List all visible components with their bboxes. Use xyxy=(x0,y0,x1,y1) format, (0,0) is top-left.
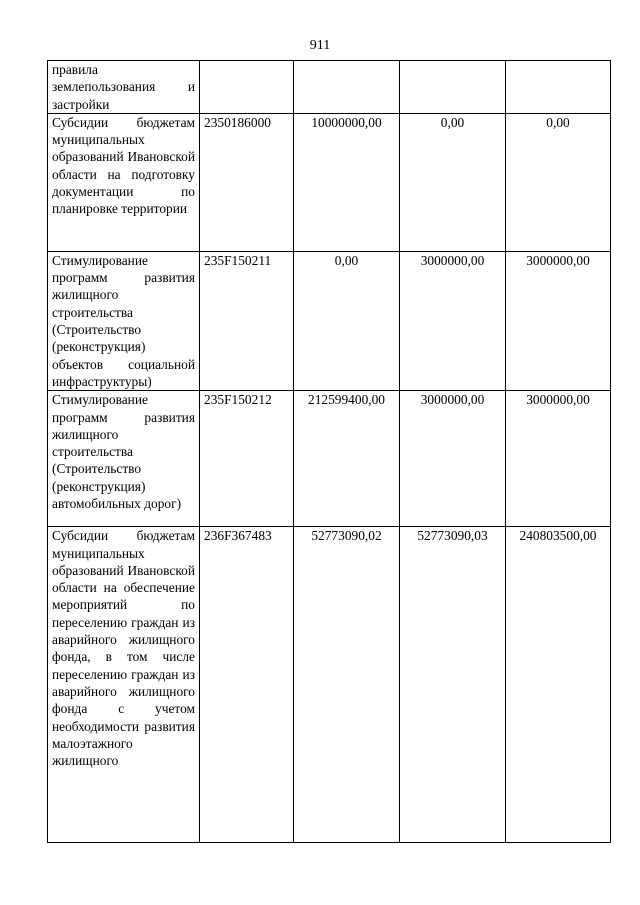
row-value-1-cell: 10000000,00 xyxy=(294,113,400,251)
row-name-cell: Субсидии бюджетам муниципальных образований Ивановской области на обеспечение мероприятий по переселению граждан из аварийного жилищного фонда, в том числе переселению граждан из аварийного жилищного фонда с учетом необходимости развития малоэтажного жилищного xyxy=(48,527,200,843)
row-code-cell: 2350186000 xyxy=(200,113,294,251)
table-row xyxy=(48,391,611,527)
row-value-3-cell: 240803500,00 xyxy=(506,527,611,843)
table-row xyxy=(48,61,611,114)
row-name-cell: Субсидии бюджетам муниципальных образований Ивановской области на подготовку документации по планировке территории xyxy=(48,113,200,251)
row-value-2-cell: 3000000,00 xyxy=(400,251,506,390)
row-value-2-cell xyxy=(400,61,506,114)
row-code-cell: 235F150211 xyxy=(200,251,294,390)
row-value-3-cell: 0,00 xyxy=(506,113,611,251)
table-row xyxy=(48,251,611,390)
row-code-cell xyxy=(200,61,294,114)
row-value-3-cell: 3000000,00 xyxy=(506,251,611,390)
row-value-3-cell: 3000000,00 xyxy=(506,391,611,527)
row-value-2-cell: 52773090,03 xyxy=(400,527,506,843)
row-value-1-cell: 52773090,02 xyxy=(294,527,400,843)
page-number: 911 xyxy=(309,38,331,53)
row-name-cell: правила землепользования и застройки xyxy=(48,61,200,114)
row-value-2-cell: 3000000,00 xyxy=(400,391,506,527)
row-code-cell: 235F150212 xyxy=(200,391,294,527)
budget-table xyxy=(47,60,611,843)
row-value-1-cell: 0,00 xyxy=(294,251,400,390)
table-row xyxy=(48,113,611,251)
row-value-2-cell: 0,00 xyxy=(400,113,506,251)
row-name-cell: Стимулирование программ развития жилищного строительства (Строительство (реконструкция) объектов социальной инфраструктуры) xyxy=(48,251,200,390)
row-value-1-cell xyxy=(294,61,400,114)
table-row xyxy=(48,527,611,843)
row-code-cell: 236F367483 xyxy=(200,527,294,843)
row-name-cell: Стимулирование программ развития жилищного строительства (Строительство (реконструкция) автомобильных дорог) xyxy=(48,391,200,527)
row-value-1-cell: 212599400,00 xyxy=(294,391,400,527)
row-value-3-cell xyxy=(506,61,611,114)
